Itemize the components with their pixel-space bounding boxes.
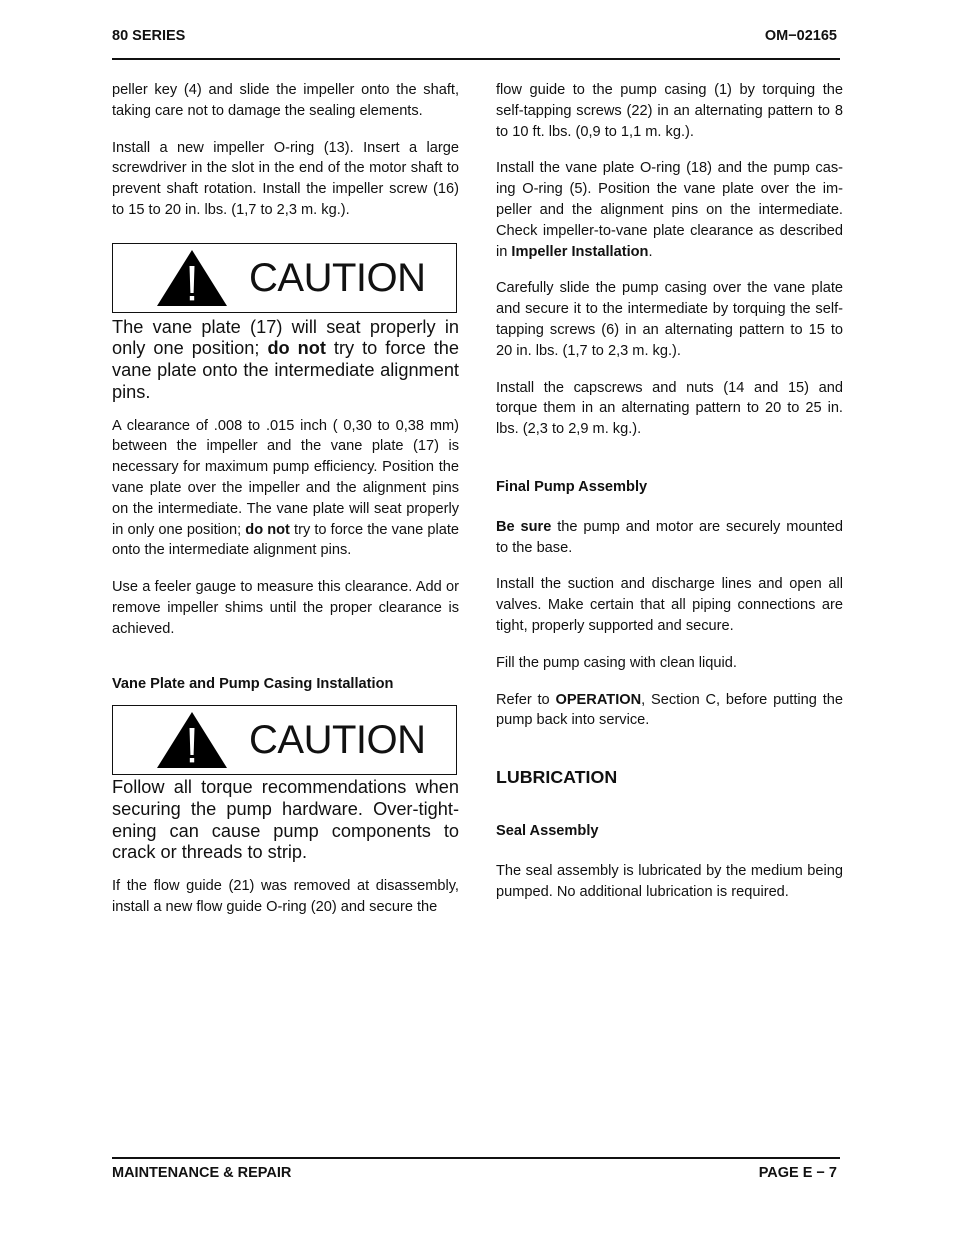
- paragraph: Be sure the pump and motor are securely mounted to the base.: [496, 518, 843, 556]
- section-heading: LUBRICATION: [496, 767, 618, 788]
- paragraph: Carefully slide the pump casing over the vane plate and secure it to the intermediate by torquing the self-tapping screws (6) in an alternating pattern to 15 to 20 in. lbs. (1,7 to 2,3 m. kg.).: [496, 280, 843, 359]
- warning-triangle-icon: [155, 710, 229, 770]
- paragraph: A clearance of .008 to .015 inch ( 0,30 to 0,38 mm) between the impeller and the vane plate (17) is necessary for maximum pump efficiency. Position the vane plate over the impeller and the alignment pins on the intermediate. The vane plate will seat properly in only one position; do not try to force the vane plate onto the intermediate alignment pins.: [112, 417, 459, 559]
- paragraph: Install a new impeller O-ring (13). Insert a large screwdriver in the slot in the end of the motor shaft to prevent shaft rotation. Install the impeller screw (16) to 15 to 20 in. lbs. (1,7 to 2,3 m. kg.).: [112, 139, 459, 218]
- paragraph: Refer to OPERATION, Section C, before putting the pump back into service.: [496, 691, 843, 729]
- footer-page-number: PAGE E − 7: [758, 1165, 837, 1181]
- header-series: 80 SERIES: [112, 28, 186, 44]
- caution-text: The vane plate (17) will seat properly in only one position; do not try to force the vane plate onto the intermediate alignment pins.: [112, 316, 459, 402]
- paragraph: Fill the pump casing with clean liquid.: [496, 654, 737, 671]
- subsection-heading: Vane Plate and Pump Casing Installation: [112, 675, 394, 692]
- paragraph: peller key (4) and slide the impeller onto the shaft, taking care not to damage the sealing elements.: [112, 82, 459, 119]
- header-doc-number: OM−02165: [764, 28, 837, 44]
- warning-triangle-icon: [155, 248, 229, 308]
- footer-section: MAINTENANCE & REPAIR: [112, 1165, 292, 1181]
- paragraph: Install the capscrews and nuts (14 and 15) and torque them in an alternating pattern to 20 to 25 in. lbs. (2,3 to 2,9 m. kg.).: [496, 379, 843, 438]
- footer-rule: [112, 1157, 840, 1159]
- paragraph: If the flow guide (21) was removed at disassembly, install a new flow guide O-ring (20) and secure the: [112, 878, 459, 915]
- paragraph: Use a feeler gauge to measure this clearance. Add or remove impeller shims until the proper clearance is achieved.: [112, 579, 459, 637]
- paragraph: The seal assembly is lubricated by the medium being pumped. No additional lubrication is required.: [496, 862, 843, 900]
- caution-label: CAUTION: [249, 718, 426, 763]
- paragraph: flow guide to the pump casing (1) by torquing the self-tapping screws (22) in an alternating pattern to 8 to 10 ft. lbs. (0,9 to 1,1 m. kg.).: [496, 82, 843, 140]
- caution-text: Follow all torque recommendations when securing the pump hardware. Over-tightening can cause pump components to crack or threads to strip.: [112, 777, 459, 863]
- right-column: [496, 80, 843, 902]
- caution-box: [112, 705, 457, 775]
- paragraph: Install the vane plate O-ring (18) and the pump casing O-ring (5). Position the vane plate over the impeller and the alignment pins on the intermediate. Check impeller-to-vane plate clearance as described in Impeller Installation.: [496, 160, 843, 260]
- caution-label: CAUTION: [249, 255, 426, 300]
- subsection-heading: Seal Assembly: [496, 822, 599, 839]
- paragraph: Install the suction and discharge lines and open all valves. Make certain that all piping connections are tight, properly supported and secure.: [496, 576, 843, 634]
- left-column: [112, 80, 459, 918]
- header-rule: [112, 58, 840, 60]
- caution-box: [112, 243, 457, 313]
- subsection-heading: Final Pump Assembly: [496, 478, 648, 495]
